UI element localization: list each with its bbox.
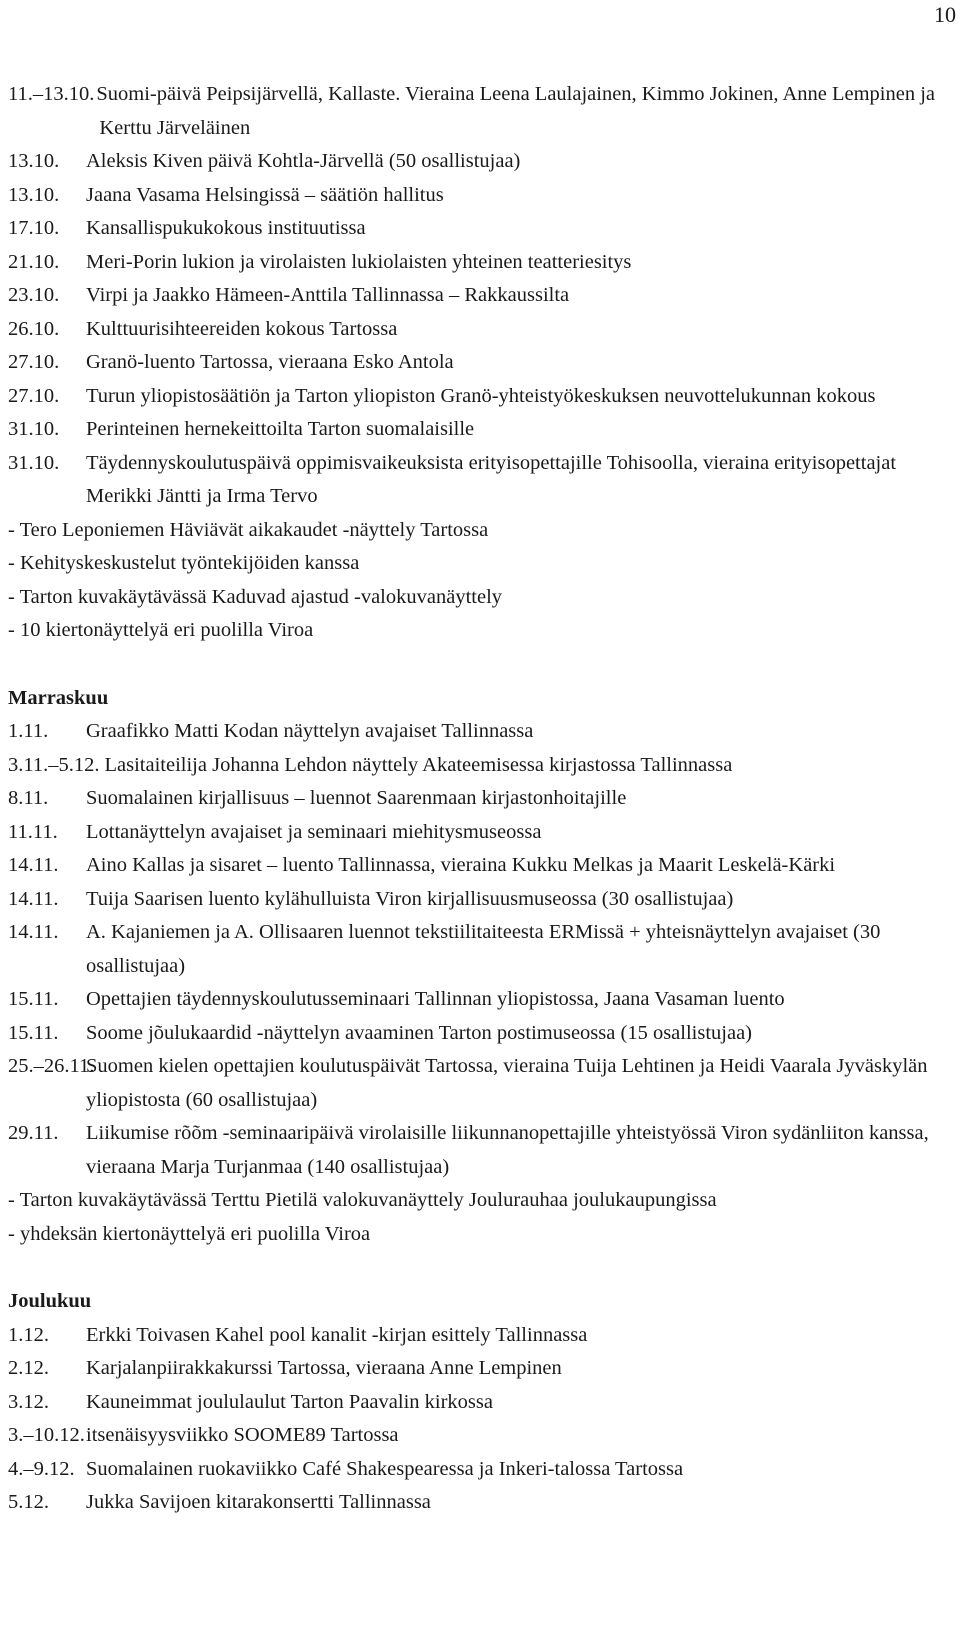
event-entry: [8, 1319, 956, 1353]
event-date: 15.11.: [8, 988, 59, 1010]
event-text: Liikumise rõõm -seminaaripäivä virolaisille liikunnanopettajille yhteistyössä Viron sydänliiton kanssa, vieraana Marja Turjanmaa (140 osallistujaa): [86, 1122, 929, 1178]
event-text: Aino Kallas ja sisaret – luento Tallinnassa, vieraina Kukku Melkas ja Maarit Leskelä-Kärki: [86, 854, 836, 876]
event-date: 8.11.: [8, 787, 49, 809]
event-text: Jaana Vasama Helsingissä – säätiön hallitus: [86, 183, 444, 206]
event-entry: [8, 1017, 956, 1051]
event-text: Jukka Savijoen kitarakonsertti Tallinnassa: [86, 1491, 431, 1513]
event-date: 29.11.: [8, 1122, 59, 1144]
page-number: 10: [934, 2, 956, 27]
event-date: 25.–26.11.: [8, 1055, 95, 1077]
event-text: Lottanäyttelyn avajaiset ja seminaari miehitysmuseossa: [86, 820, 542, 843]
event-date: 11.11.: [8, 820, 58, 843]
event-entry: [8, 1050, 956, 1117]
event-entry: [8, 1352, 956, 1386]
event-text: Opettajien täydennyskoulutusseminaari Tallinnan yliopistossa, Jaana Vasaman luento: [86, 988, 785, 1010]
section-heading: Marraskuu: [8, 686, 109, 709]
event-entry: [8, 246, 956, 280]
event-text: Lasitaiteilija Johanna Lehdon näyttely Akateemisessa kirjastossa Tallinnassa: [104, 753, 733, 776]
event-text: Perinteinen hernekeittoilta Tarton suomalaisille: [86, 418, 475, 440]
event-date: 13.10.: [8, 183, 60, 206]
event-text: Suomi-päivä Peipsijärvellä, Kallaste. Vieraina Leena Laulajainen, Kimmo Jokinen, Anne Lempinen ja Kerttu Järveläinen: [96, 83, 936, 139]
event-date: 26.10.: [8, 317, 60, 340]
event-text: Erkki Toivasen Kahel pool kanalit -kirjan esittely Tallinnassa: [86, 1323, 588, 1346]
event-calendar: [8, 78, 956, 1520]
event-entry: [8, 145, 956, 179]
event-entry: [8, 346, 956, 380]
event-entry: [8, 1386, 956, 1420]
event-entry: [8, 983, 956, 1017]
event-text: Suomalainen kirjallisuus – luennot Saarenmaan kirjastonhoitajille: [86, 787, 627, 809]
event-entry: [8, 1486, 956, 1520]
event-text: Kansallispukukokous instituutissa: [86, 217, 366, 239]
event-date: 15.11.: [8, 1021, 59, 1044]
event-date: 1.12.: [8, 1323, 49, 1346]
event-text: Suomalainen ruokaviikko Café Shakespearessa ja Inkeri-talossa Tartossa: [86, 1457, 684, 1480]
event-text: Graafikko Matti Kodan näyttelyn avajaiset Tallinnassa: [86, 720, 534, 742]
event-date: 3.12.: [8, 1390, 49, 1413]
event-text: Soome jõulukaardid -näyttelyn avaaminen Tarton postimuseossa (15 osallistujaa): [86, 1021, 752, 1044]
december-section: [8, 1285, 956, 1520]
event-text: Tuija Saarisen luento kylähulluista Viron kirjallisuusmuseossa (30 osallistujaa): [86, 887, 734, 910]
event-text: Turun yliopistosäätiön ja Tarton yliopiston Granö-yhteistyökeskuksen neuvottelukunnan kokous: [86, 384, 876, 407]
event-text: Karjalanpiirakkakurssi Tartossa, vieraana Anne Lempinen: [86, 1357, 562, 1379]
event-entry: [8, 715, 956, 749]
event-date: 14.11.: [8, 854, 59, 876]
event-date: 3.–10.12.: [8, 1424, 85, 1446]
event-date: 1.11.: [8, 720, 49, 742]
note-line: - Kehityskeskustelut työntekijöiden kanssa: [8, 552, 360, 574]
event-date: 23.10.: [8, 284, 60, 306]
note-line: - 10 kiertonäyttelyä eri puolilla Viroa: [8, 619, 314, 641]
event-entry: [8, 279, 956, 313]
event-text: Täydennyskoulutuspäivä oppimisvaikeuksista erityisopettajille Tohisoolla, vieraina erityisopettajat Merikki Jäntti ja Irma Tervo: [86, 451, 897, 507]
event-text: Kulttuurisihteereiden kokous Tartossa: [86, 317, 398, 340]
november-section: [8, 682, 956, 1252]
event-entry: [8, 447, 956, 514]
event-date: 5.12.: [8, 1491, 49, 1513]
event-date: 27.10.: [8, 351, 60, 373]
event-entry: [8, 413, 956, 447]
event-entry: [8, 1117, 956, 1184]
note-line: - yhdeksän kiertonäyttelyä eri puolilla Viroa: [8, 1222, 371, 1245]
event-text: Aleksis Kiven päivä Kohtla-Järvellä (50 osallistujaa): [86, 150, 521, 172]
section-heading: Joulukuu: [8, 1290, 92, 1312]
event-entry: [8, 816, 956, 850]
event-entry: [8, 380, 956, 414]
note-line: - Tarton kuvakäytävässä Kaduvad ajastud -valokuvanäyttely: [8, 585, 503, 608]
event-entry: [8, 179, 956, 213]
event-date: 2.12.: [8, 1357, 49, 1379]
event-date: 4.–9.12.: [8, 1457, 75, 1480]
event-date: 27.10.: [8, 384, 60, 407]
event-date: 14.11.: [8, 887, 59, 910]
event-text: Granö-luento Tartossa, vieraana Esko Antola: [86, 351, 454, 373]
event-date: 3.11.–5.12.: [8, 753, 100, 776]
event-date: 13.10.: [8, 150, 60, 172]
event-entry: [8, 78, 956, 145]
event-date: 17.10.: [8, 217, 60, 239]
note-line: - Tarton kuvakäytävässä Terttu Pietilä valokuvanäyttely Joulurauhaa joulukaupungissa: [8, 1189, 717, 1211]
event-entry: [8, 883, 956, 917]
event-text: Suomen kielen opettajien koulutuspäivät Tartossa, vieraina Tuija Lehtinen ja Heidi Vaarala Jyväskylän yliopistosta (60 osallistujaa): [86, 1055, 928, 1111]
event-text: Meri-Porin lukion ja virolaisten lukiolaisten yhteinen teatteriesitys: [86, 250, 632, 273]
event-entry: [8, 1453, 956, 1487]
event-entry: [8, 916, 956, 983]
event-date: 31.10.: [8, 451, 60, 474]
event-text: A. Kajaniemen ja A. Ollisaaren luennot tekstiilitaiteesta ERMissä + yhteisnäyttelyn avajaiset (30 osallistujaa): [86, 921, 881, 977]
event-entry: [8, 749, 956, 783]
event-text: itsenäisyysviikko SOOME89 Tartossa: [86, 1424, 399, 1446]
event-date: 14.11.: [8, 921, 59, 943]
event-entry: [8, 1419, 956, 1453]
october-section: [8, 78, 956, 648]
event-entry: [8, 782, 956, 816]
event-date: 11.–13.10.: [8, 83, 95, 105]
event-entry: [8, 212, 956, 246]
event-entry: [8, 313, 956, 347]
event-text: Kauneimmat joululaulut Tarton Paavalin kirkossa: [86, 1390, 493, 1413]
event-text: Virpi ja Jaakko Hämeen-Anttila Tallinnassa – Rakkaussilta: [86, 284, 570, 306]
event-date: 21.10.: [8, 250, 60, 273]
note-line: - Tero Leponiemen Häviävät aikakaudet -näyttely Tartossa: [8, 518, 489, 541]
event-date: 31.10.: [8, 418, 60, 440]
event-entry: [8, 849, 956, 883]
